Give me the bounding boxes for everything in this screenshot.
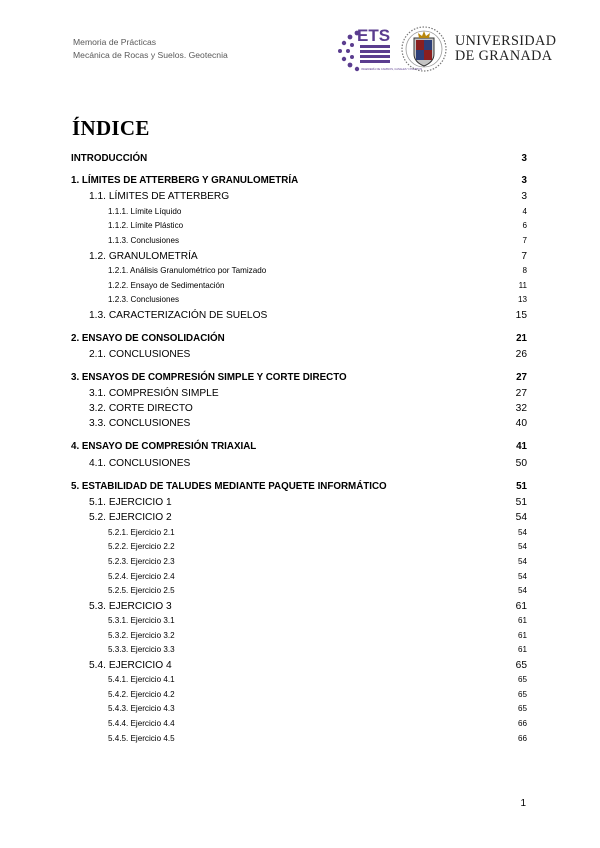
toc-entry-label: 1.2.2. Ensayo de Sedimentación xyxy=(108,281,225,290)
toc-entry-page: 3 xyxy=(521,191,527,202)
toc-entry-page: 51 xyxy=(516,481,527,492)
toc-entry-page: 65 xyxy=(517,675,527,684)
university-name-line-2: DE GRANADA xyxy=(455,48,553,64)
toc-entry-page: 7 xyxy=(521,251,527,262)
toc-entry-page: 40 xyxy=(515,418,527,429)
toc-entry-page: 65 xyxy=(515,660,527,671)
toc-entry-label: 5.3. EJERCICIO 3 xyxy=(89,601,172,612)
header-logos xyxy=(333,24,573,74)
toc-entry-page: 41 xyxy=(516,441,527,452)
toc-entry-page: 65 xyxy=(517,690,527,699)
toc-entry-label: 5.4.3. Ejercicio 4.3 xyxy=(108,704,175,713)
running-header xyxy=(73,36,228,62)
toc-entry-label: 1.1.2. Límite Plástico xyxy=(108,221,184,230)
toc-entry-page: 61 xyxy=(515,601,527,612)
toc-entry-label: 5.2.5. Ejercicio 2.5 xyxy=(108,586,175,595)
toc-entry-page: 61 xyxy=(517,645,527,654)
toc-entry-page: 26 xyxy=(515,349,527,360)
toc-entry-page: 54 xyxy=(517,542,527,551)
toc-entry-page: 6 xyxy=(522,221,527,230)
toc-entry-label: 3. ENSAYOS DE COMPRESIÓN SIMPLE Y CORTE DIRECTO xyxy=(71,372,347,383)
toc-entry-label: 4. ENSAYO DE COMPRESIÓN TRIAXIAL xyxy=(71,441,257,452)
toc-entry-page: 27 xyxy=(515,388,527,399)
toc-entry-page: 54 xyxy=(517,528,527,537)
toc-entry-label: 1.3. CARACTERIZACIÓN DE SUELOS xyxy=(89,310,268,321)
toc-entry-label: 1.2.3. Conclusiones xyxy=(108,295,180,304)
ets-logo-stripes xyxy=(360,45,390,63)
toc-entry-page: 7 xyxy=(522,236,527,245)
toc-entry-label: 5.2.4. Ejercicio 2.4 xyxy=(108,572,175,581)
toc-entry-page: 8 xyxy=(522,266,527,275)
toc-entry-page: 21 xyxy=(516,333,527,344)
toc-entry-label: INTRODUCCIÓN xyxy=(71,153,148,164)
toc-entry-page: 54 xyxy=(517,586,527,595)
toc-entry-label: 1. LÍMITES DE ATTERBERG Y GRANULOMETRÍA xyxy=(71,175,299,186)
university-crest-icon xyxy=(400,24,448,74)
toc-entry-label: 5.2.3. Ejercicio 2.3 xyxy=(108,557,175,566)
toc-entry-page: 27 xyxy=(516,372,527,383)
toc-entry-page: 4 xyxy=(522,207,527,216)
toc-entry-label: 4.1. CONCLUSIONES xyxy=(89,458,191,469)
toc-entry-label: 1.1. LÍMITES DE ATTERBERG xyxy=(89,191,230,202)
toc-entry-page: 13 xyxy=(517,295,527,304)
page-number: 1 xyxy=(520,798,526,809)
header-line-2: Mecánica de Rocas y Suelos. Geotecnia xyxy=(73,50,228,60)
toc-entry-page: 61 xyxy=(517,616,527,625)
toc-entry-page: 50 xyxy=(515,458,527,469)
toc-entry-page: 65 xyxy=(517,704,527,713)
toc-entry-page: 51 xyxy=(515,497,527,508)
toc-entry-label: 3.2. CORTE DIRECTO xyxy=(89,403,193,414)
toc-entry-label: 1.1.3. Conclusiones xyxy=(108,236,180,245)
toc-entry-page: 54 xyxy=(515,512,527,523)
toc-entry-label: 5.4.2. Ejercicio 4.2 xyxy=(108,690,175,699)
toc-entry-label: 5.4.1. Ejercicio 4.1 xyxy=(108,675,175,684)
ets-logo xyxy=(333,24,423,74)
toc-entry-label: 5.3.2. Ejercicio 3.2 xyxy=(108,631,175,640)
ets-logo-text: ETS xyxy=(357,26,391,45)
toc-entry-label: 3.1. COMPRESIÓN SIMPLE xyxy=(89,388,219,399)
toc-entry-label: 5.3.1. Ejercicio 3.1 xyxy=(108,616,175,625)
toc-entry-page: 66 xyxy=(517,719,527,728)
toc-entry-page: 54 xyxy=(517,572,527,581)
toc-entry-label: 5.2.2. Ejercicio 2.2 xyxy=(108,542,175,551)
toc-entry-label: 3.3. CONCLUSIONES xyxy=(89,418,191,429)
toc-entry-label: 1.1.1. Límite Líquido xyxy=(108,207,182,216)
toc-entry-label: 5.4.4. Ejercicio 4.4 xyxy=(108,719,175,728)
toc-entry-label: 1.2.1. Análisis Granulométrico por Tamizado xyxy=(108,266,267,275)
toc-entry-label: 5.4. EJERCICIO 4 xyxy=(89,660,172,671)
page-title: ÍNDICE xyxy=(72,116,150,140)
toc-entry-label: 1.2. GRANULOMETRÍA xyxy=(89,251,198,262)
university-name xyxy=(455,34,556,64)
toc-entry-page: 3 xyxy=(521,153,527,164)
toc-entry-page: 66 xyxy=(517,734,527,743)
toc-entry-label: 5.3.3. Ejercicio 3.3 xyxy=(108,645,175,654)
toc-entry-label: 2. ENSAYO DE CONSOLIDACIÓN xyxy=(71,333,225,344)
toc-entry-page: 54 xyxy=(517,557,527,566)
toc-entry-label: 5.2. EJERCICIO 2 xyxy=(89,512,172,523)
header-line-1: Memoria de Prácticas xyxy=(73,37,157,47)
toc-entry-label: 5.4.5. Ejercicio 4.5 xyxy=(108,734,175,743)
toc-entry-page: 15 xyxy=(515,310,527,321)
university-name-line-1: UNIVERSIDAD xyxy=(455,33,557,49)
toc-entry-page: 3 xyxy=(521,175,527,186)
toc-entry-label: 2.1. CONCLUSIONES xyxy=(89,349,191,360)
toc-entry-page: 11 xyxy=(518,281,527,290)
toc-entry-label: 5.2.1. Ejercicio 2.1 xyxy=(108,528,175,537)
toc-entry-page: 61 xyxy=(517,631,527,640)
ets-logo-subtext: INGENIERÍA DE CAMINOS, CANALES Y PUERTOS xyxy=(361,68,423,71)
toc-entry-label: 5.1. EJERCICIO 1 xyxy=(89,497,172,508)
toc-entry-label: 5. ESTABILIDAD DE TALUDES MEDIANTE PAQUETE INFORMÁTICO xyxy=(71,481,387,492)
toc-entry-page: 32 xyxy=(515,403,527,414)
